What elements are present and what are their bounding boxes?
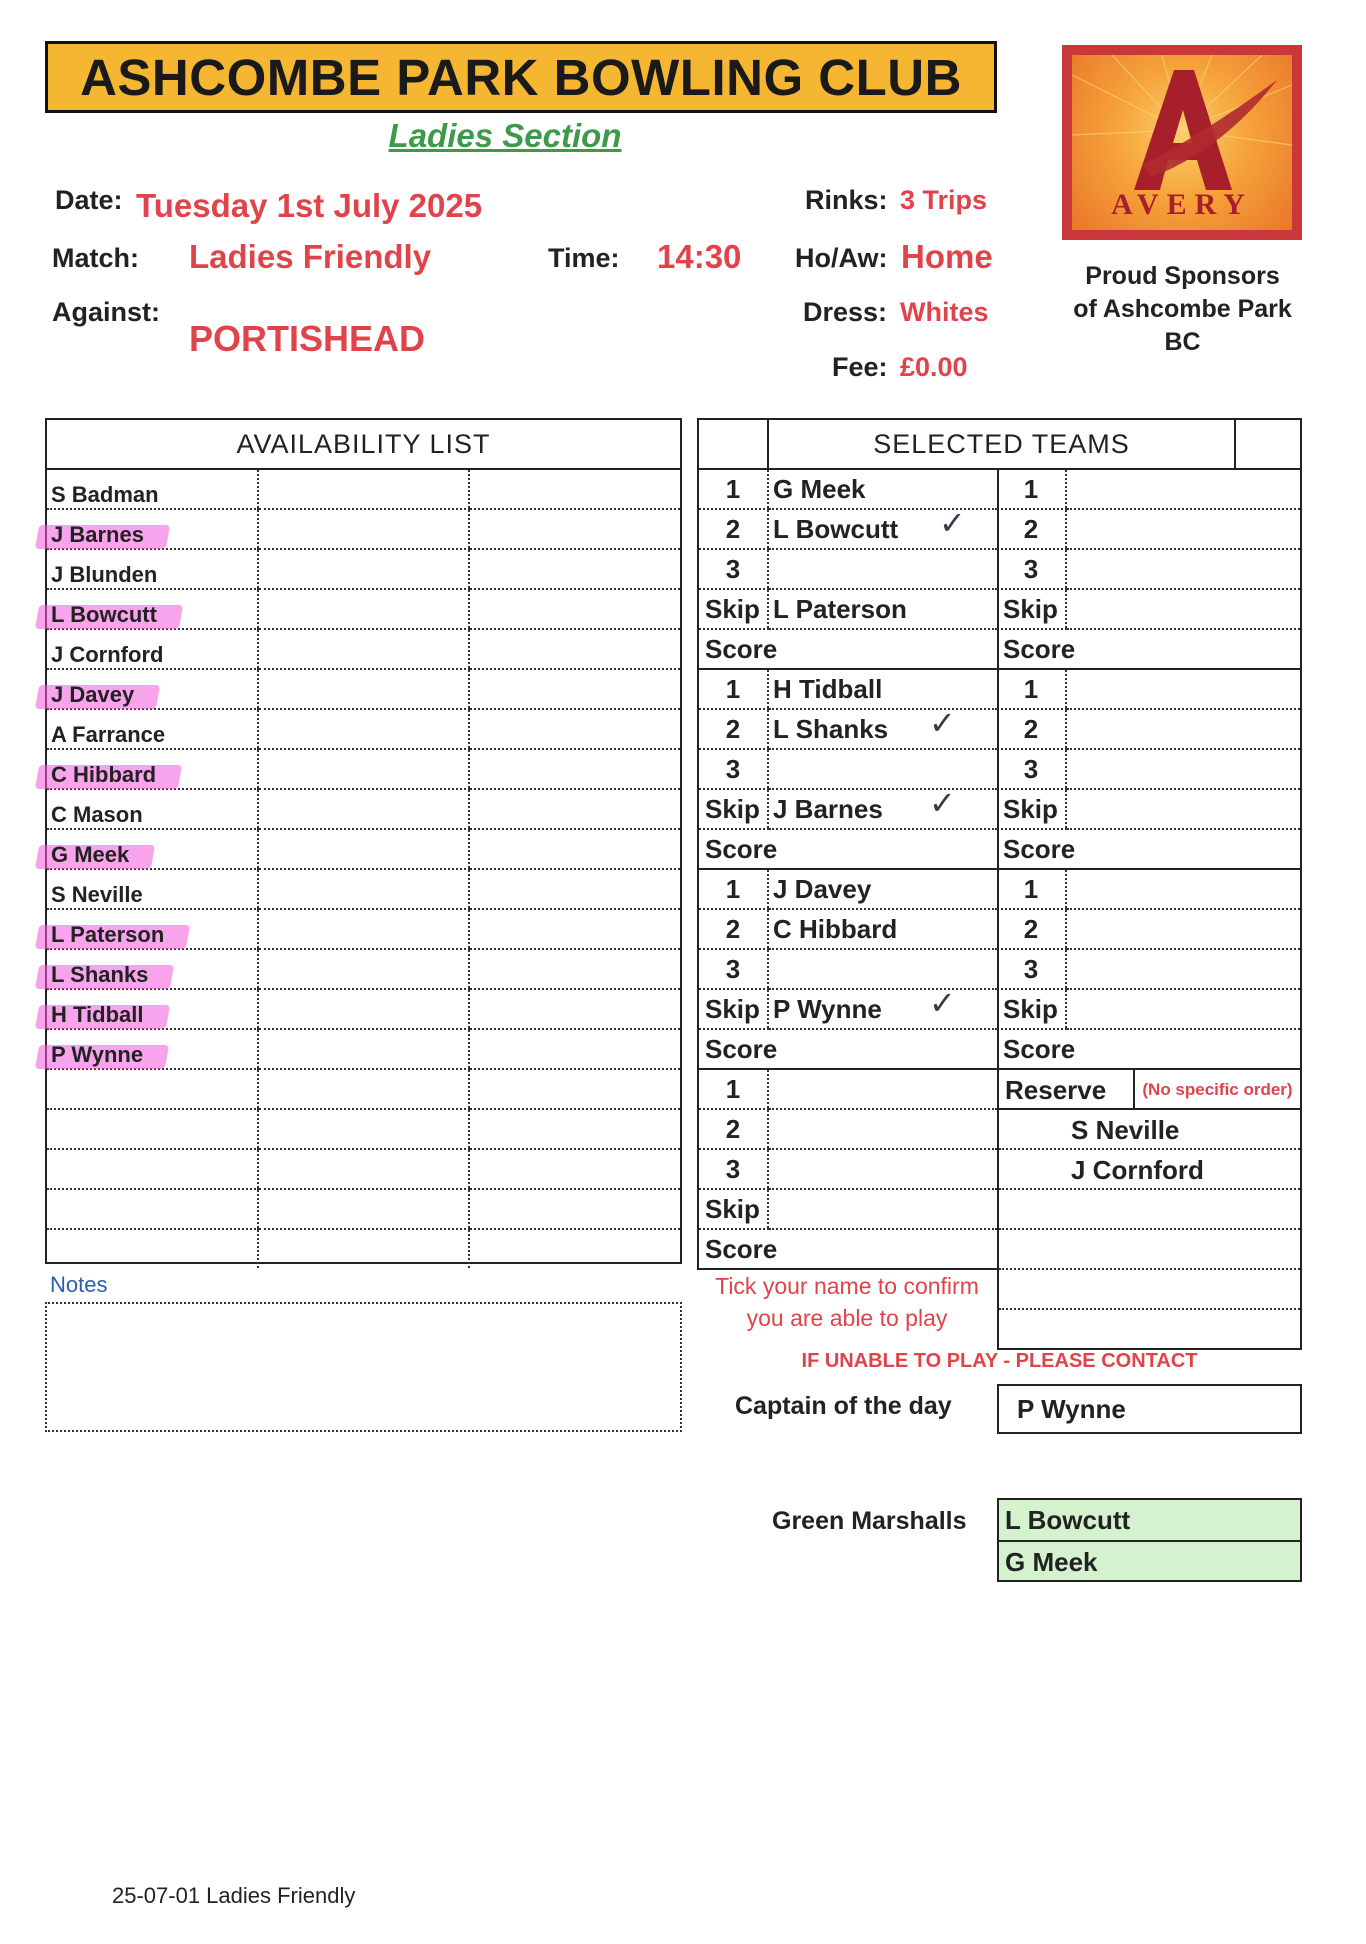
availability-title: AVAILABILITY LIST [47,420,680,469]
team-row [699,1109,997,1149]
availability-cell[interactable] [469,909,680,949]
position-label: Skip [997,589,1066,629]
availability-cell[interactable] [258,669,469,709]
opponent-cell[interactable] [1066,709,1300,749]
availability-cell[interactable] [258,509,469,549]
dress-label: Dress: [803,297,888,327]
position-label: Score [705,1233,778,1264]
rink-1 [697,470,999,670]
time-value: 14:30 [657,238,742,275]
selected-teams-header [697,418,1302,470]
availability-row [47,749,680,789]
position-label: 2 [997,709,1066,749]
opponent-row [997,629,1300,668]
availability-list [45,418,682,1264]
availability-cell[interactable] [258,749,469,789]
date-value: Tuesday 1st July 2025 [136,187,483,224]
player-name: A Farrance [51,722,166,747]
check-mark-icon: ✓ [929,704,956,742]
availability-row [47,1149,680,1189]
availability-row [47,629,680,669]
rink-3-opponent [997,870,1302,1070]
player-name: C Hibbard [51,762,157,787]
availability-cell[interactable] [469,989,680,1029]
availability-cell[interactable] [469,1109,680,1149]
position-label: Skip [699,589,768,629]
reserve-name: J Cornford [999,1150,1300,1190]
team-row [699,1229,997,1268]
player-name: G Meek [51,842,130,867]
availability-cell[interactable] [258,549,469,589]
green-marshalls-box [997,1498,1302,1582]
availability-cell[interactable] [258,789,469,829]
availability-row [47,1069,680,1109]
availability-row [47,709,680,749]
reserve-name [999,1310,1300,1348]
availability-row [47,789,680,829]
sponsor-line-1: Proud Sponsors [1085,262,1280,290]
match-label: Match: [52,243,139,273]
availability-cell[interactable] [258,1109,469,1149]
opponent-row [997,509,1300,549]
availability-row [47,1109,680,1149]
player-name: C Mason [51,802,143,827]
availability-cell[interactable] [469,749,680,789]
position-label: 1 [699,470,768,509]
opponent-cell[interactable] [1066,749,1300,789]
reserve-name [999,1190,1300,1230]
opponent-row [997,989,1300,1029]
team-row [699,870,997,909]
availability-cell[interactable] [469,829,680,869]
sponsor-logo [1062,45,1302,240]
position-label: Skip [699,789,768,829]
selected-player: C Hibbard [773,913,898,944]
availability-cell[interactable] [469,949,680,989]
opponent-cell[interactable] [1066,870,1300,909]
rink-2 [697,670,999,870]
player-name: S Neville [51,882,143,907]
team-row [699,549,997,589]
position-label: Score [1003,833,1076,864]
selected-player: P Wynne [773,993,882,1024]
contact-note: IF UNABLE TO PLAY - PLEASE CONTACT [801,1350,1198,1372]
player-name: J Blunden [51,562,158,587]
reserve-note: (No specific order) [1142,1080,1293,1099]
selected-player: H Tidball [773,673,883,704]
availability-cell[interactable] [469,1069,680,1109]
position-label: Skip [997,789,1066,829]
availability-cell[interactable] [258,1149,469,1189]
selected-teams-title: SELECTED TEAMS [873,428,1130,459]
dress-value: Whites [900,297,989,327]
team-row [699,509,997,549]
opponent-row [997,670,1300,709]
availability-cell[interactable] [469,709,680,749]
opponent-row [997,949,1300,989]
position-label: Skip [997,989,1066,1029]
availability-cell[interactable] [469,589,680,629]
opponent-row [997,589,1300,629]
player-name: H Tidball [51,1002,144,1027]
rink-1-opponent [997,470,1302,670]
position-label: 3 [997,749,1066,789]
sponsor-text [1060,260,1305,359]
player-name: J Cornford [51,642,164,667]
opponent-cell[interactable] [1066,909,1300,949]
against-value: PORTISHEAD [189,318,426,359]
notes-label: Notes [50,1272,108,1297]
selected-player: L Paterson [773,593,907,624]
team-row [699,789,997,829]
team-row [699,1189,997,1229]
position-label: 1 [699,1070,768,1109]
availability-row [47,549,680,589]
selected-player: J Davey [773,873,872,904]
captain-name: P Wynne [997,1384,1302,1434]
availability-row [47,869,680,909]
availability-cell[interactable] [469,629,680,669]
green-marshalls-label: Green Marshalls [772,1507,967,1535]
availability-cell[interactable] [258,629,469,669]
availability-cell[interactable] [258,869,469,909]
opponent-cell[interactable] [1066,509,1300,549]
selected-player: G Meek [773,473,866,504]
reserve-box [997,1070,1302,1350]
opponent-row [997,549,1300,589]
availability-cell[interactable] [469,1149,680,1189]
position-label: Score [1003,633,1076,664]
sponsor-line-2: of Ashcombe Park [1073,295,1292,323]
selected-player: L Bowcutt [773,513,899,544]
availability-cell[interactable] [469,549,680,589]
team-row [699,709,997,749]
club-title: ASHCOMBE PARK BOWLING CLUB [45,41,997,113]
team-row [699,989,997,1029]
team-row [699,1029,997,1068]
selected-player: L Shanks [773,713,889,744]
availability-row [47,1029,680,1069]
availability-row [47,829,680,869]
availability-row [47,589,680,629]
marshal-name: L Bowcutt [1005,1505,1131,1535]
team-row [699,909,997,949]
opponent-row [997,749,1300,789]
footer-text: 25-07-01 Ladies Friendly [112,1883,356,1908]
reserve-name [999,1270,1300,1310]
availability-cell[interactable] [469,789,680,829]
rink-3 [697,870,999,1070]
position-label: Score [1003,1033,1076,1064]
position-label: 3 [699,549,768,589]
position-label: Skip [699,1189,768,1229]
position-label: 1 [997,470,1066,509]
check-mark-icon: ✓ [939,504,966,542]
reserve-name [999,1230,1300,1270]
position-label: 3 [997,549,1066,589]
position-label: Score [705,1033,778,1064]
player-name: L Shanks [51,962,149,987]
player-name: S Badman [51,482,159,507]
team-row [699,1149,997,1189]
player-name: J Davey [51,682,135,707]
position-label: 2 [699,709,768,749]
position-label: 2 [699,909,768,949]
availability-cell[interactable] [469,1029,680,1069]
availability-row [47,509,680,549]
position-label: 1 [997,870,1066,909]
team-row [699,749,997,789]
opponent-row [997,470,1300,509]
opponent-cell[interactable] [1066,670,1300,709]
team-row [699,949,997,989]
time-label: Time: [548,243,620,273]
captain-label: Captain of the day [735,1392,952,1420]
availability-cell[interactable] [469,869,680,909]
position-label: 3 [699,1149,768,1189]
position-label: 2 [699,1109,768,1149]
availability-cell[interactable] [258,1069,469,1109]
player-name: J Barnes [51,522,144,547]
section-subtitle: Ladies Section [388,117,622,154]
position-label: Score [705,633,778,664]
availability-cell[interactable] [469,669,680,709]
selected-player: J Barnes [773,793,883,824]
opponent-cell[interactable] [1066,549,1300,589]
position-label: 3 [997,949,1066,989]
position-label: Skip [699,989,768,1029]
selected-teams-home [697,470,999,1270]
opponent-row [997,1029,1300,1068]
position-label: 3 [699,749,768,789]
opponent-row [997,829,1300,868]
check-mark-icon: ✓ [929,984,956,1022]
availability-cell[interactable] [258,469,469,509]
availability-row [47,989,680,1029]
team-row [699,589,997,629]
position-label: 2 [997,909,1066,949]
opponent-row [997,709,1300,749]
marshal-name: G Meek [999,1540,1300,1582]
position-label: Score [705,833,778,864]
position-label: 3 [699,949,768,989]
tick-line-2: you are able to play [746,1305,948,1331]
notes-box[interactable] [45,1302,682,1432]
availability-row [47,949,680,989]
team-row [699,829,997,868]
availability-row [47,669,680,709]
availability-cell[interactable] [258,589,469,629]
availability-cell[interactable] [469,1229,680,1268]
rink-2-opponent [997,670,1302,870]
fee-label: Fee: [832,352,888,382]
rinks-value: 3 Trips [900,185,988,215]
team-row [699,1070,997,1109]
reserve-name: S Neville [999,1110,1300,1150]
rink-4 [697,1070,999,1270]
against-label: Against: [52,297,160,327]
player-name: L Bowcutt [51,602,157,627]
availability-row [47,469,680,509]
availability-cell[interactable] [258,909,469,949]
tick-line-1: Tick your name to confirm [715,1273,979,1299]
date-label: Date: [55,185,123,215]
team-row [699,629,997,668]
sponsor-logo-word: AVERY [1111,188,1253,221]
player-name: P Wynne [51,1042,144,1067]
selected-teams-away [997,470,1302,1070]
check-mark-icon: ✓ [929,784,956,822]
position-label: 1 [997,670,1066,709]
availability-cell[interactable] [469,469,680,509]
tick-instructions [697,1270,997,1334]
opponent-cell[interactable] [1066,589,1300,629]
match-value: Ladies Friendly [189,238,432,275]
opponent-cell[interactable] [1066,470,1300,509]
rinks-label: Rinks: [805,185,888,215]
availability-row [47,1229,680,1268]
position-label: 2 [699,509,768,549]
fee-value: £0.00 [900,352,968,382]
availability-cell[interactable] [258,1029,469,1069]
availability-cell[interactable] [258,989,469,1029]
position-label: 1 [699,670,768,709]
player-name: L Paterson [51,922,165,947]
opponent-row [997,789,1300,829]
hoaw-value: Home [901,238,993,275]
opponent-cell[interactable] [1066,949,1300,989]
sponsor-line-3: BC [1164,328,1201,356]
availability-cell[interactable] [469,1189,680,1229]
reserve-label: Reserve [999,1070,1135,1108]
availability-row [47,909,680,949]
availability-cell[interactable] [469,509,680,549]
availability-cell[interactable] [258,829,469,869]
hoaw-label: Ho/Aw: [795,243,888,273]
opponent-row [997,870,1300,909]
availability-cell[interactable] [258,1229,469,1268]
position-label: 2 [997,509,1066,549]
opponent-cell[interactable] [1066,989,1300,1029]
availability-cell[interactable] [258,709,469,749]
availability-cell[interactable] [258,949,469,989]
availability-cell[interactable] [258,1189,469,1229]
position-label: 1 [699,870,768,909]
opponent-cell[interactable] [1066,789,1300,829]
availability-row [47,1189,680,1229]
opponent-row [997,909,1300,949]
